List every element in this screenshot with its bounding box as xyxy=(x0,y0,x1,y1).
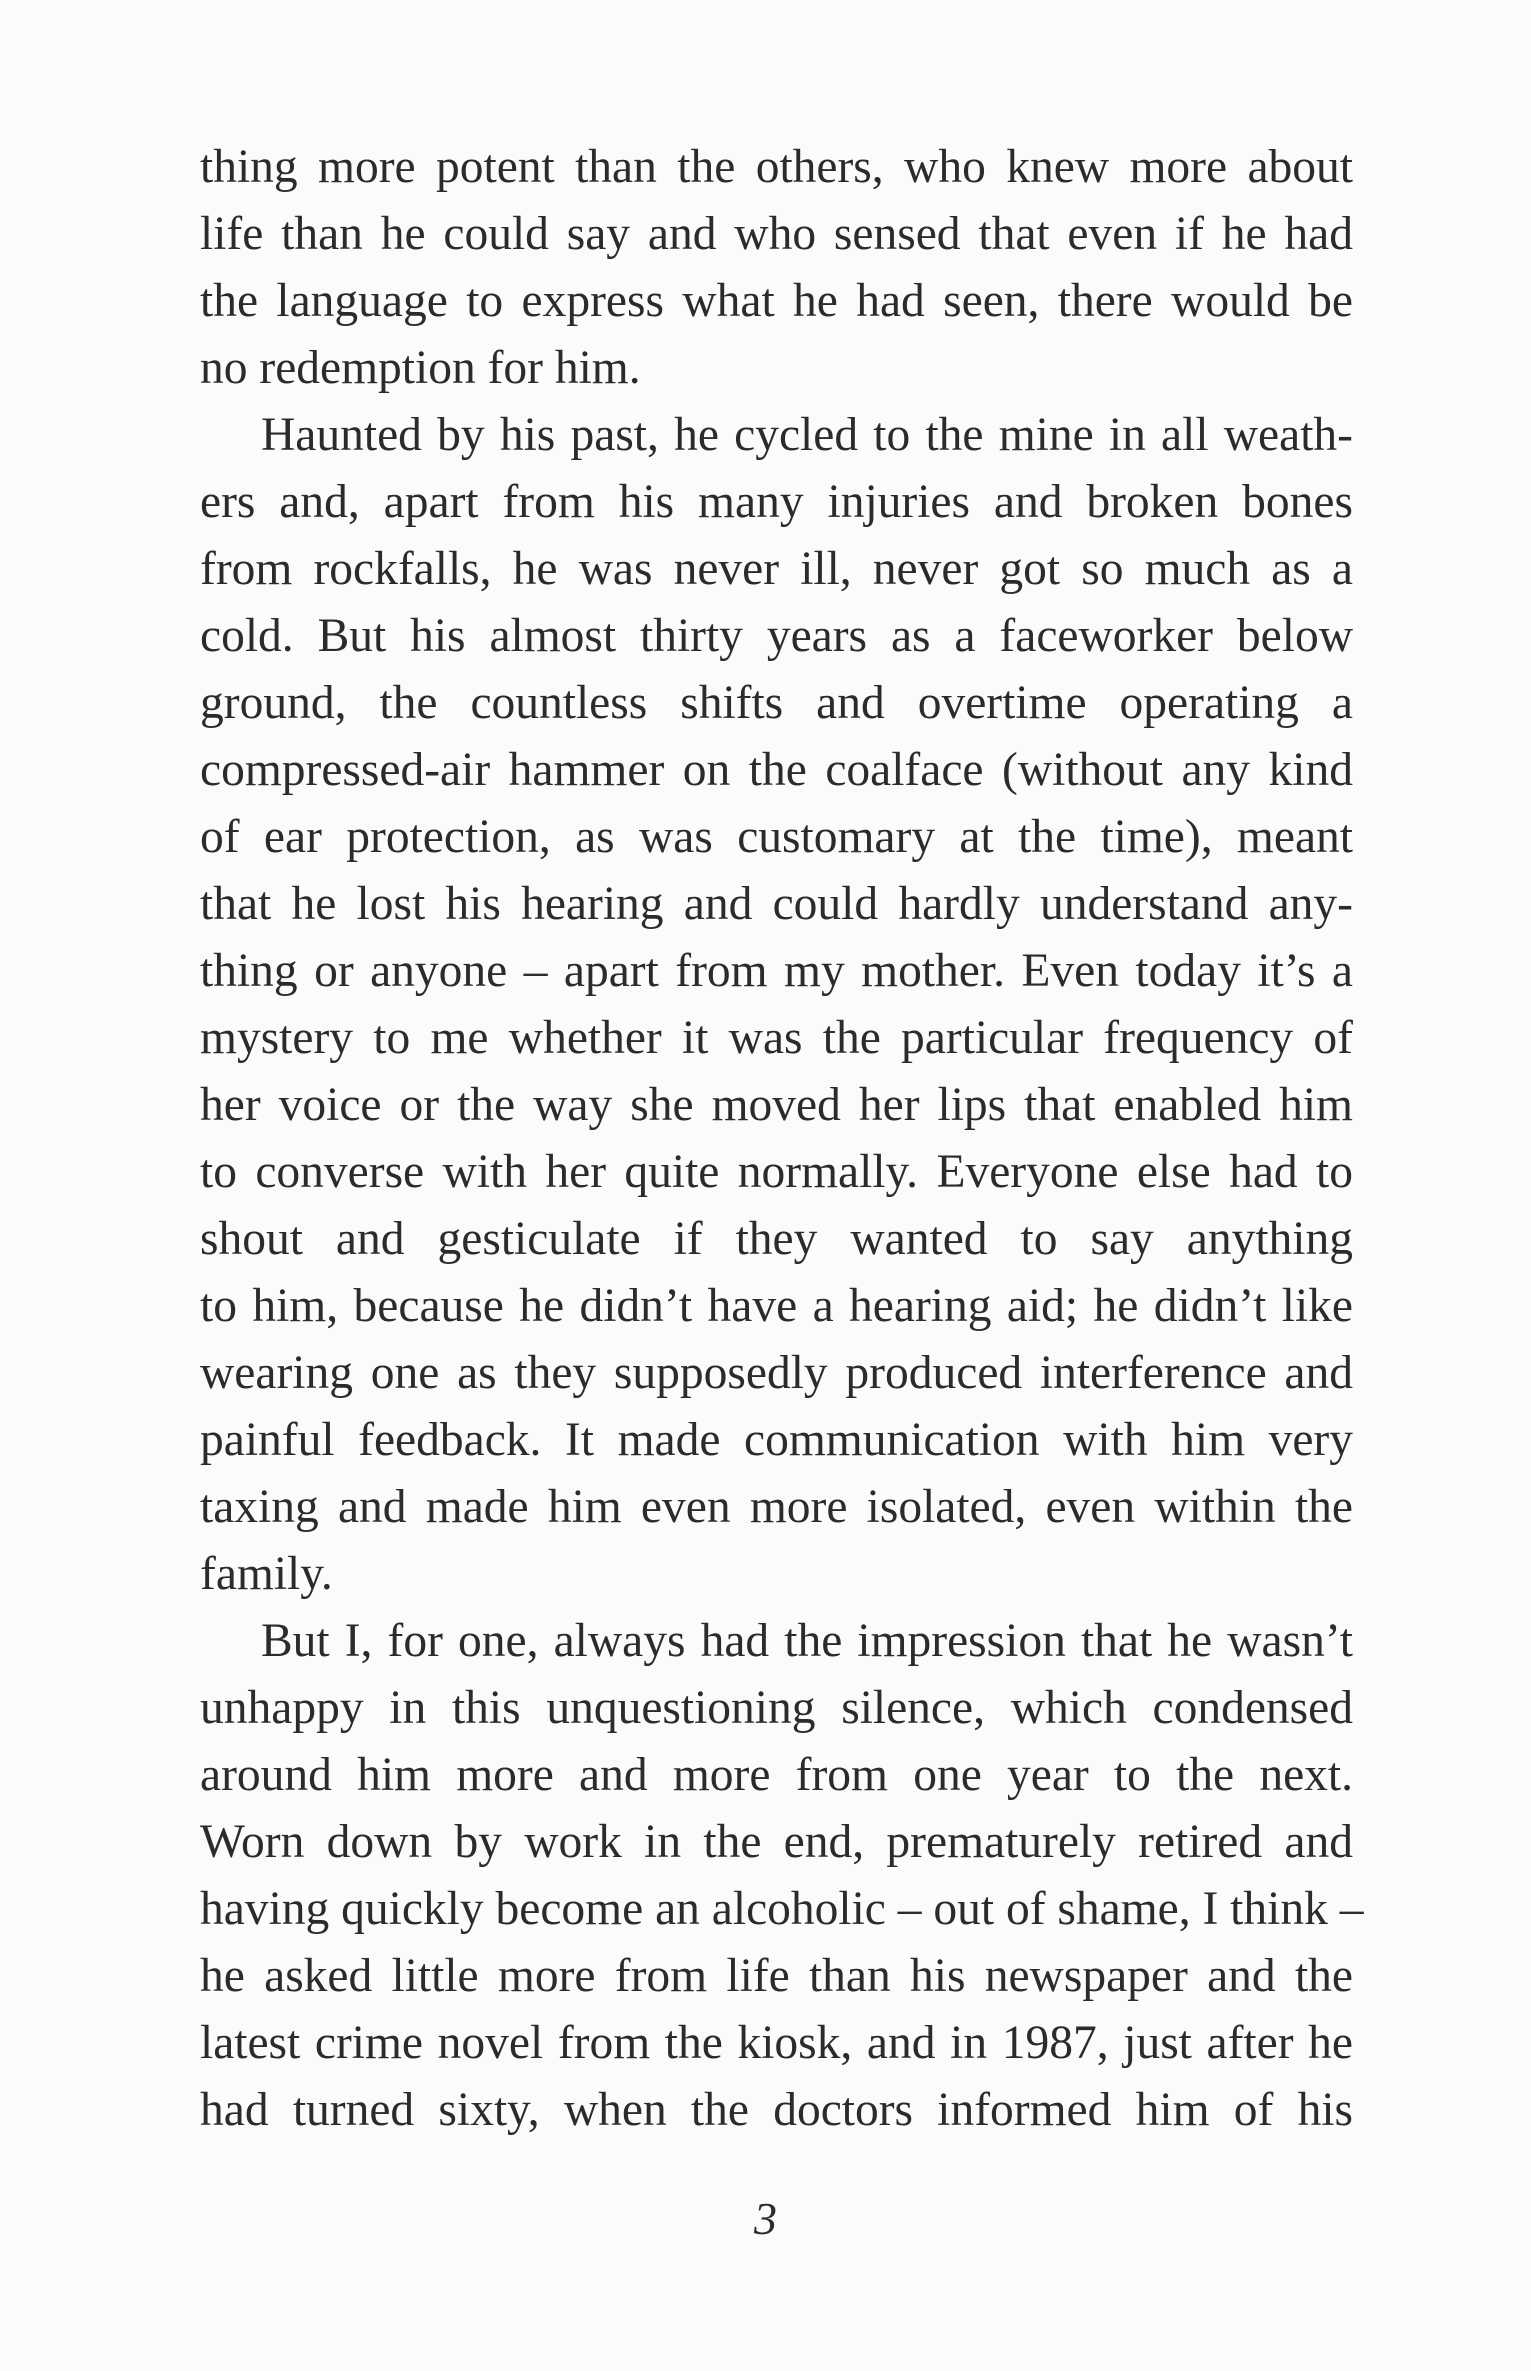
body-text xyxy=(200,134,1364,2144)
text-line: he asked little more from life than his newspaper and the xyxy=(200,1950,1353,2002)
text-line: Worn down by work in the end, prematurely retired and xyxy=(200,1816,1353,1868)
text-line: family. xyxy=(200,1548,333,1600)
text-line: around him more and more from one year to the next. xyxy=(200,1749,1353,1801)
text-line: from rockfalls, he was never ill, never got so much as a xyxy=(200,543,1353,595)
text-line: latest crime novel from the kiosk, and in 1987, just after he xyxy=(200,2017,1353,2069)
text-line: had turned sixty, when the doctors informed him of his xyxy=(200,2084,1353,2136)
text-line: having quickly become an alcoholic – out of shame, I think – xyxy=(200,1883,1364,1935)
text-line: thing more potent than the others, who knew more about xyxy=(200,141,1353,193)
text-line: to him, because he didn’t have a hearing aid; he didn’t like xyxy=(200,1280,1353,1332)
text-line: unhappy in this unquestioning silence, which condensed xyxy=(200,1682,1353,1734)
text-line: ground, the countless shifts and overtime operating a xyxy=(200,677,1353,729)
text-line: taxing and made him even more isolated, even within the xyxy=(200,1481,1353,1533)
text-line: painful feedback. It made communication with him very xyxy=(200,1414,1353,1466)
text-line: that he lost his hearing and could hardly understand any- xyxy=(200,878,1353,930)
text-line: thing or anyone – apart from my mother. Even today it’s a xyxy=(200,945,1353,997)
text-line: shout and gesticulate if they wanted to say anything xyxy=(200,1213,1353,1265)
text-line: cold. But his almost thirty years as a faceworker below xyxy=(200,610,1353,662)
text-line: mystery to me whether it was the particular frequency of xyxy=(200,1012,1353,1064)
text-line: her voice or the way she moved her lips that enabled him xyxy=(200,1079,1353,1131)
text-line: compressed-air hammer on the coalface (without any kind xyxy=(200,744,1353,796)
text-line: life than he could say and who sensed that even if he had xyxy=(200,208,1353,260)
text-line: ers and, apart from his many injuries and broken bones xyxy=(200,476,1353,528)
paragraph-2 xyxy=(200,402,1353,1608)
text-line: of ear protection, as was customary at the time), meant xyxy=(200,811,1353,863)
page-number: 3 xyxy=(754,2193,777,2244)
text-line: the language to express what he had seen, there would be xyxy=(200,275,1353,327)
text-line: to converse with her quite normally. Everyone else had to xyxy=(200,1146,1353,1198)
paragraph-1 xyxy=(200,134,1353,402)
paragraph-3 xyxy=(200,1608,1364,2144)
text-line: Haunted by his past, he cycled to the mine in all weath- xyxy=(261,409,1353,461)
text-line: But I, for one, always had the impression that he wasn’t xyxy=(261,1615,1353,1667)
text-line: no redemption for him. xyxy=(200,342,641,394)
text-line: wearing one as they supposedly produced interference and xyxy=(200,1347,1353,1399)
